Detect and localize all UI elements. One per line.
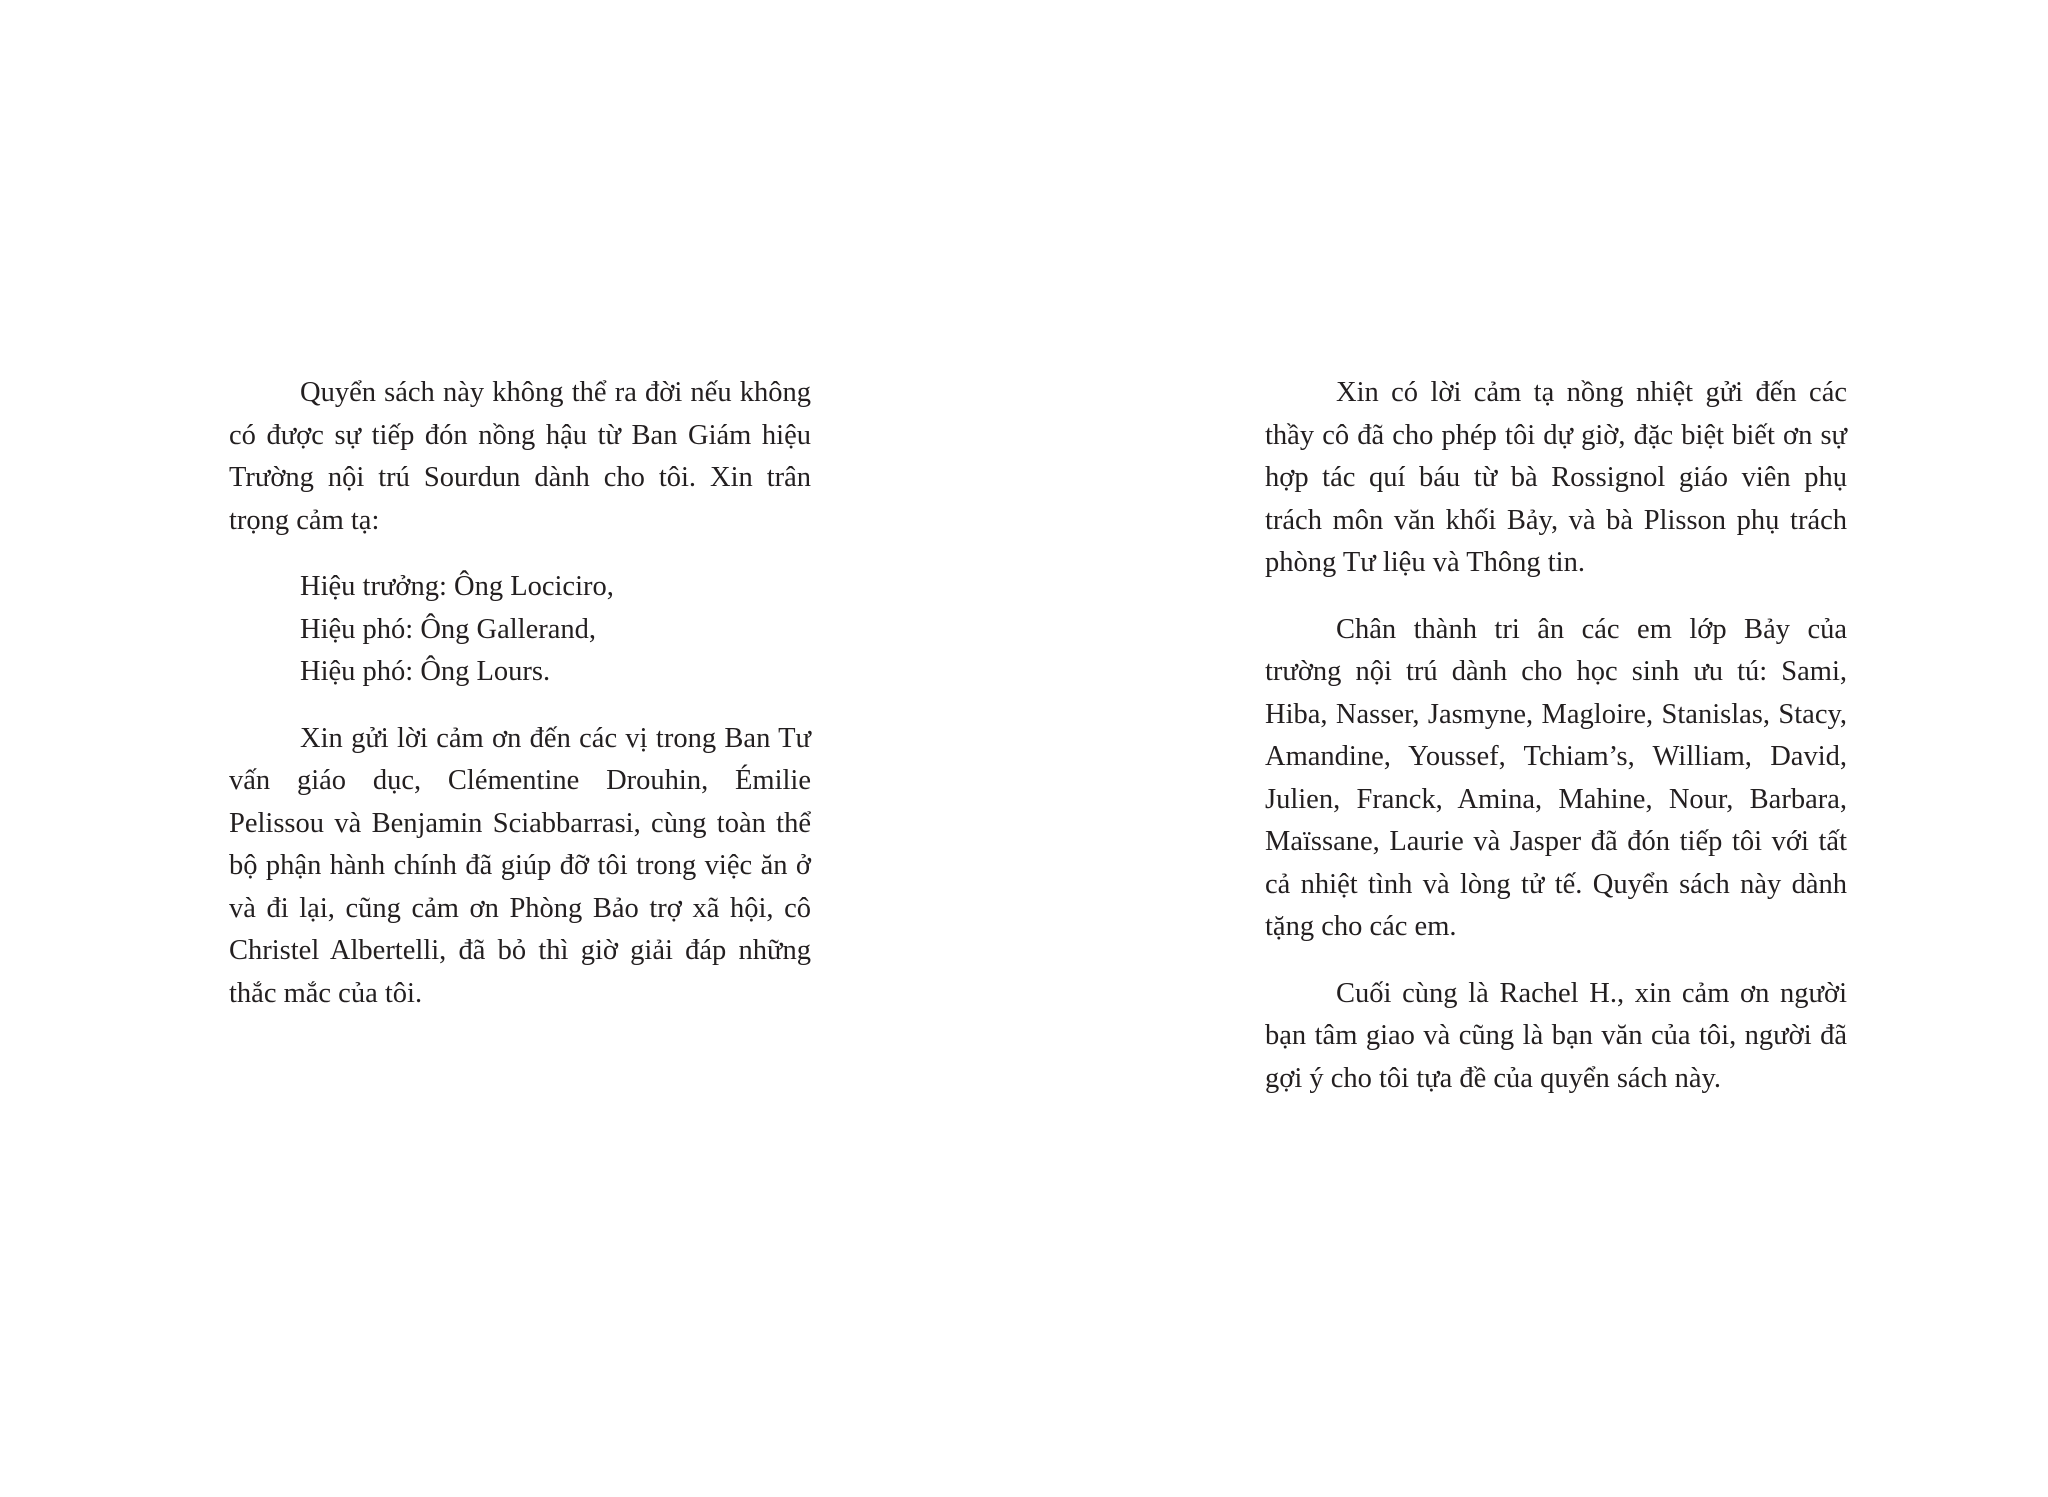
closing-paragraph: Cuối cùng là Rachel H., xin cảm ơn người bạn tâm giao và cũng là bạn văn của tôi, người đã gợi ý cho tôi tựa đề của quyển sách này.: [1265, 977, 1847, 1094]
staff-list: [229, 566, 811, 694]
students-paragraph: Chân thành tri ân các em lớp Bảy của trường nội trú dành cho học sinh ưu tú: Sami, Hiba, Nasser, Jasmyne, Magloire, Stanislas, Stacy, Amandine, Youssef, Tchiam’s, William, David, Julien, Franck, Amina, Mahine, Nour, Barbara, Maïssane, Laurie và Jasper đã đón tiếp tôi với tất cả nhiệt tình và lòng tử tế. Quyển sách này dành tặng cho các em.: [1265, 613, 1847, 942]
left-page: [229, 372, 811, 1039]
right-page: [1265, 372, 1847, 1124]
advisory-paragraph: Xin gửi lời cảm ơn đến các vị trong Ban Tư vấn giáo dục, Clémentine Drouhin, Émilie Pelissou và Benjamin Sciabbarrasi, cùng toàn thể bộ phận hành chính đã giúp đỡ tôi trong việc ăn ở và đi lại, cũng cảm ơn Phòng Bảo trợ xã hội, cô Christel Albertelli, đã bỏ thì giờ giải đáp những thắc mắc của tôi.: [229, 722, 811, 1009]
staff-vice-principal-1: Hiệu phó: Ông Gallerand,: [300, 613, 597, 645]
intro-paragraph: Quyển sách này không thể ra đời nếu không có được sự tiếp đón nồng hậu từ Ban Giám hiệu Trường nội trú Sourdun dành cho tôi. Xin trân trọng cảm tạ:: [229, 377, 811, 536]
staff-vice-principal-2: Hiệu phó: Ông Lours.: [300, 656, 551, 687]
staff-principal: Hiệu trưởng: Ông Lociciro,: [300, 571, 614, 602]
teachers-paragraph: Xin có lời cảm tạ nồng nhiệt gửi đến các thầy cô đã cho phép tôi dự giờ, đặc biệt biết ơn sự hợp tác quí báu từ bà Rossignol giáo viên phụ trách môn văn khối Bảy, và bà Plisson phụ trách phòng Tư liệu và Thông tin.: [1265, 377, 1847, 578]
